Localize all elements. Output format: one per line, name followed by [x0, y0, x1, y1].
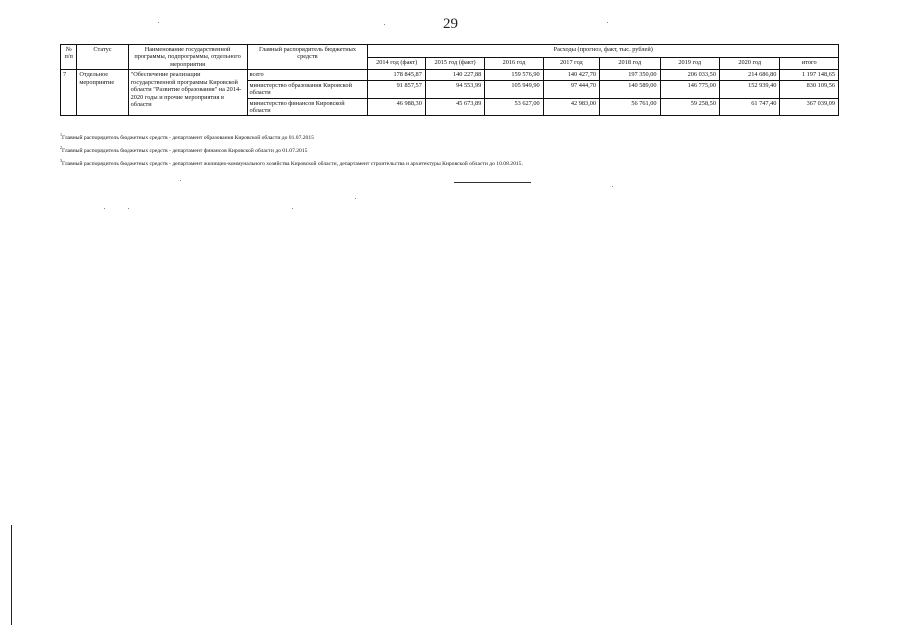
page-number: 29: [443, 16, 458, 32]
value-cell: 45 673,89: [425, 98, 484, 116]
total-cell: 830 109,56: [780, 80, 839, 98]
scan-speck: [607, 22, 608, 23]
col-header-total: итого: [780, 57, 839, 70]
scan-speck: [355, 198, 356, 199]
footnotes: [60, 130, 840, 169]
table-row: [61, 70, 839, 80]
value-cell: 97 444,70: [543, 80, 599, 98]
scan-speck: [292, 208, 293, 209]
scan-speck: [158, 22, 159, 23]
value-cell: 56 761,00: [600, 98, 660, 116]
value-cell: 59 258,50: [660, 98, 719, 116]
signature-line: [454, 182, 531, 183]
col-header-expenses: Расходы (прогноз, факт, тыс. рублей): [368, 45, 839, 58]
col-header-year: 2018 год: [600, 57, 660, 70]
value-cell: 159 576,90: [485, 70, 543, 80]
footnote: $^2$Главный распорядитель бюджетных средств - департамент финансов Кировской области до 01.07.2015: [60, 144, 308, 154]
row-number: 7: [61, 70, 77, 116]
value-cell: 152 939,40: [719, 80, 779, 98]
col-header-name: Наименование государственной программы, подпрограммы, отдельного мероприятия: [128, 45, 247, 70]
value-cell: 197 350,00: [600, 70, 660, 80]
value-cell: 178 845,87: [368, 70, 425, 80]
scan-speck: [104, 208, 105, 209]
col-header-status: Статус: [77, 45, 128, 70]
value-cell: 140 227,88: [425, 70, 484, 80]
row-administrator: всего: [247, 70, 368, 80]
scan-speck: [612, 186, 613, 187]
value-cell: 140 589,00: [600, 80, 660, 98]
row-name: "Обеспечение реализации государственной программы Кировской области "Развитие образования" на 2014-2020 годы и прочие мероприятия в области: [128, 70, 247, 116]
value-cell: 105 949,90: [485, 80, 543, 98]
col-header-year: 2017 год: [543, 57, 599, 70]
col-header-year: 2019 год: [660, 57, 719, 70]
value-cell: 61 747,40: [719, 98, 779, 116]
col-header-year: 2015 год (факт): [425, 57, 484, 70]
value-cell: 206 033,50: [660, 70, 719, 80]
value-cell: 42 983,00: [543, 98, 599, 116]
col-header-number: № п/п: [61, 45, 77, 70]
value-cell: 146 775,00: [660, 80, 719, 98]
footnote: $^1$Главный распорядитель бюджетных средств - департамент образования Кировской области до 01.07.2015: [60, 132, 314, 141]
row-administrator: министерство финансов Кировской области: [247, 98, 368, 116]
value-cell: 214 686,80: [719, 70, 779, 80]
value-cell: 140 427,70: [543, 70, 599, 80]
col-header-year: 2020 год: [719, 57, 779, 70]
scan-speck: [180, 180, 181, 181]
footnote: $^3$Главный распорядитель бюджетных средств - департамент жилищно-коммунального хозяйства Кировской области, департамент строительства и архитектуры Кировской области до 10.08.2015.: [60, 157, 523, 167]
col-header-administrator: Главный распорядитель бюджетных средств: [247, 45, 368, 70]
value-cell: 91 857,57: [368, 80, 425, 98]
col-header-year: 2014 год (факт): [368, 57, 425, 70]
scan-speck: [128, 208, 129, 209]
value-cell: 46 988,30: [368, 98, 425, 116]
value-cell: 94 553,99: [425, 80, 484, 98]
total-cell: 367 039,09: [780, 98, 839, 116]
margin-rule: [11, 525, 12, 625]
row-status: Отдельное мероприятие: [77, 70, 128, 116]
row-administrator: министерство образования Кировской области: [247, 80, 368, 98]
scan-speck: [384, 24, 385, 25]
value-cell: 53 627,00: [485, 98, 543, 116]
total-cell: 1 197 148,65: [780, 70, 839, 80]
expenses-table: [60, 44, 839, 116]
col-header-year: 2016 год: [485, 57, 543, 70]
